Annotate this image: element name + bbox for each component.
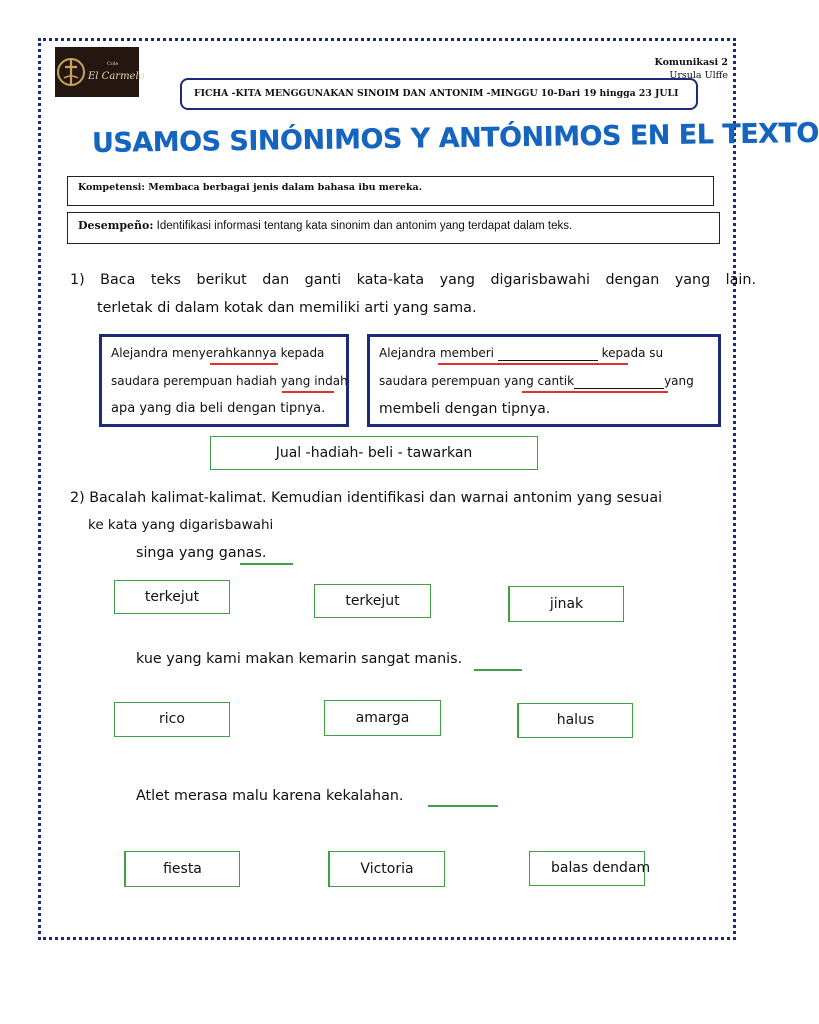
question-1-line-1: 1) Baca teks berikut dan ganti kata-kata yang digarisbawahi dengan yang lain. xyxy=(70,272,756,288)
question-2-line-2: ke kata yang digarisbawahi xyxy=(88,517,274,533)
option-2-3[interactable]: halus xyxy=(517,703,633,738)
kompetensi-box: Kompetensi: Membaca berbagai jenis dalam bahasa ibu mereka. xyxy=(67,176,714,206)
original-line-3: apa yang dia beli dengan tipnya. xyxy=(111,401,326,416)
question-1-line-2: terletak di dalam kotak dan memiliki arti yang sama. xyxy=(97,300,477,316)
rewrite-line-2: saudara perempuan yang cantik yang xyxy=(379,374,694,388)
page-border xyxy=(38,38,819,940)
option-2-1[interactable]: rico xyxy=(114,702,230,737)
question-2-line-1: 2) Bacalah kalimat-kalimat. Kemudian identifikasi dan warnai antonim yang sesuai xyxy=(70,490,663,506)
logo-text: El Carmelo xyxy=(88,71,145,82)
option-2-2[interactable]: amarga xyxy=(324,700,441,736)
subject-label: Komunikasi 2 xyxy=(654,57,728,68)
option-3-3[interactable]: balas dendam xyxy=(529,851,645,886)
worksheet-header: FICHA -KITA MENGGUNAKAN SINOIM DAN ANTONIM -MINGGU 10-Dari 19 hingga 23 JULI xyxy=(180,78,698,110)
option-3-2[interactable]: Victoria xyxy=(328,851,445,887)
option-1-2[interactable]: terkejut xyxy=(314,584,431,618)
word-bank: Jual -hadiah- beli - tawarkan xyxy=(210,436,538,470)
desempeno-label: Desempeño: xyxy=(78,219,154,232)
teacher-name: Ursula Ulffe xyxy=(669,70,728,81)
sentence-2: kue yang kami makan kemarin sangat manis. xyxy=(136,651,463,667)
blank-1[interactable] xyxy=(498,346,598,361)
original-text-box xyxy=(99,334,349,427)
option-1-1[interactable]: terkejut xyxy=(114,580,230,614)
sentence-1: singa yang ganas. xyxy=(136,545,267,561)
sentence-2-underline xyxy=(474,669,522,671)
sentence-1-underline xyxy=(240,563,293,565)
rewrite-line-3: membeli dengan tipnya. xyxy=(379,401,551,417)
page-title: USAMOS SINÓNIMOS Y ANTÓNIMOS EN EL TEXTO xyxy=(91,117,819,159)
sentence-3-underline xyxy=(428,805,498,807)
underline-cantik xyxy=(522,391,668,393)
desempeno-text: Identifikasi informasi tentang kata sinonim dan antonim yang terdapat dalam teks. xyxy=(153,220,573,232)
underline-menyerahkannya xyxy=(210,363,278,365)
sentence-3: Atlet merasa malu karena kekalahan. xyxy=(136,788,404,804)
original-line-2: saudara perempuan hadiah yang indah xyxy=(111,374,348,388)
rewrite-text-box xyxy=(367,334,721,427)
underline-memberi xyxy=(438,363,628,365)
option-3-1[interactable]: fiesta xyxy=(124,851,240,887)
rewrite-line-1: Alejandra memberi kepada su xyxy=(379,346,664,360)
desempeno-box xyxy=(67,212,720,244)
original-line-1: Alejandra menyerahkannya kepada xyxy=(111,346,325,360)
school-logo xyxy=(55,47,145,97)
svg-text:Cole: Cole xyxy=(107,61,119,67)
underline-indah xyxy=(282,391,334,393)
blank-2[interactable] xyxy=(574,374,664,389)
option-1-3[interactable]: jinak xyxy=(508,586,624,622)
